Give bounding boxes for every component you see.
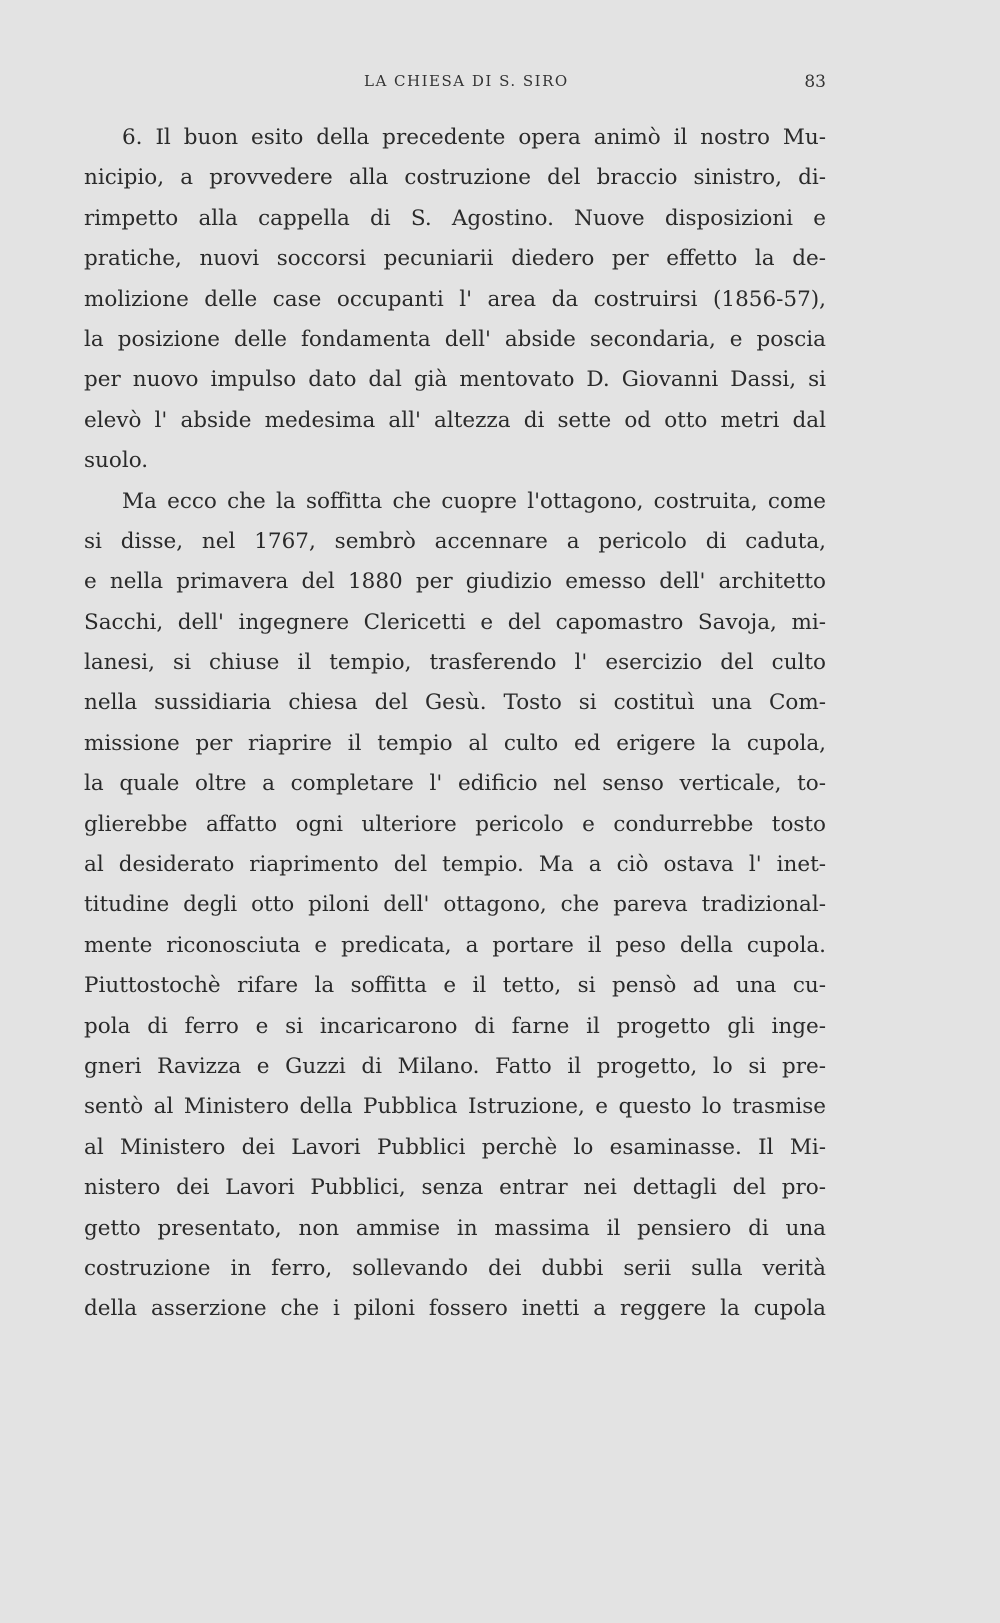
- text-line: nella sussidiaria chiesa del Gesù. Tosto si costituì una Com-: [84, 690, 826, 716]
- text-line: Piuttostochè rifare la soffitta e il tetto, si pensò ad una cu-: [84, 973, 826, 999]
- text-line: Ma ecco che la soffitta che cuopre l'ottagono, costruita, come: [122, 488, 826, 514]
- text-line: suolo.: [84, 448, 149, 474]
- text-line: si disse, nel 1767, sembrò accennare a pericolo di caduta,: [84, 528, 826, 554]
- text-line: nicipio, a provvedere alla costruzione del braccio sinistro, di-: [84, 165, 826, 191]
- body-text: [84, 118, 826, 1330]
- running-title: LA CHIESA DI S. SIRO: [364, 72, 569, 90]
- text-line: e nella primavera del 1880 per giudizio emesso dell' architetto: [84, 569, 826, 595]
- text-line: la quale oltre a completare l' edificio nel senso verticale, to-: [84, 771, 826, 797]
- text-line: al desiderato riaprimento del tempio. Ma a ciò ostava l' inet-: [84, 852, 826, 878]
- text-line: per nuovo impulso dato dal già mentovato D. Giovanni Dassi, si: [84, 367, 826, 393]
- text-line: missione per riaprire il tempio al culto ed erigere la cupola,: [84, 730, 826, 756]
- text-line: Sacchi, dell' ingegnere Clericetti e del capomastro Savoja, mi-: [84, 609, 826, 635]
- text-line: lanesi, si chiuse il tempio, trasferendo l' esercizio del culto: [84, 650, 826, 676]
- text-line: la posizione delle fondamenta dell' abside secondaria, e poscia: [84, 326, 826, 352]
- page-number: 83: [804, 72, 826, 92]
- paragraph-1: [84, 118, 826, 482]
- text-line: nistero dei Lavori Pubblici, senza entrar nei dettagli del pro-: [84, 1175, 826, 1201]
- text-line: titudine degli otto piloni dell' ottagono, che pareva tradizional-: [84, 892, 826, 918]
- text-line: sentò al Ministero della Pubblica Istruzione, e questo lo trasmise: [84, 1094, 826, 1120]
- text-line: costruzione in ferro, sollevando dei dubbi serii sulla verità: [84, 1255, 826, 1281]
- text-line: pratiche, nuovi soccorsi pecuniarii diedero per effetto la de-: [84, 246, 826, 272]
- text-line: gneri Ravizza e Guzzi di Milano. Fatto il progetto, lo si pre-: [84, 1053, 826, 1079]
- text-line: pola di ferro e si incaricarono di farne il progetto gli inge-: [84, 1013, 826, 1039]
- text-line: al Ministero dei Lavori Pubblici perchè lo esaminasse. Il Mi-: [84, 1134, 826, 1160]
- text-line: mente riconosciuta e predicata, a portare il peso della cupola.: [84, 932, 826, 958]
- text-line: glierebbe affatto ogni ulteriore pericolo e condurrebbe tosto: [84, 811, 826, 837]
- paragraph-2: [84, 482, 826, 1330]
- running-head: [84, 72, 826, 96]
- text-line: 6. Il buon esito della precedente opera animò il nostro Mu-: [122, 125, 826, 150]
- text-line: getto presentato, non ammise in massima il pensiero di una: [84, 1215, 826, 1241]
- text-line: della asserzione che i piloni fossero inetti a reggere la cupola: [84, 1296, 826, 1322]
- text-line: rimpetto alla cappella di S. Agostino. Nuove disposizioni e: [84, 205, 826, 231]
- text-line: elevò l' abside medesima all' altezza di sette od otto metri dal: [84, 407, 826, 433]
- text-line: molizione delle case occupanti l' area da costruirsi (1856-57),: [84, 286, 826, 312]
